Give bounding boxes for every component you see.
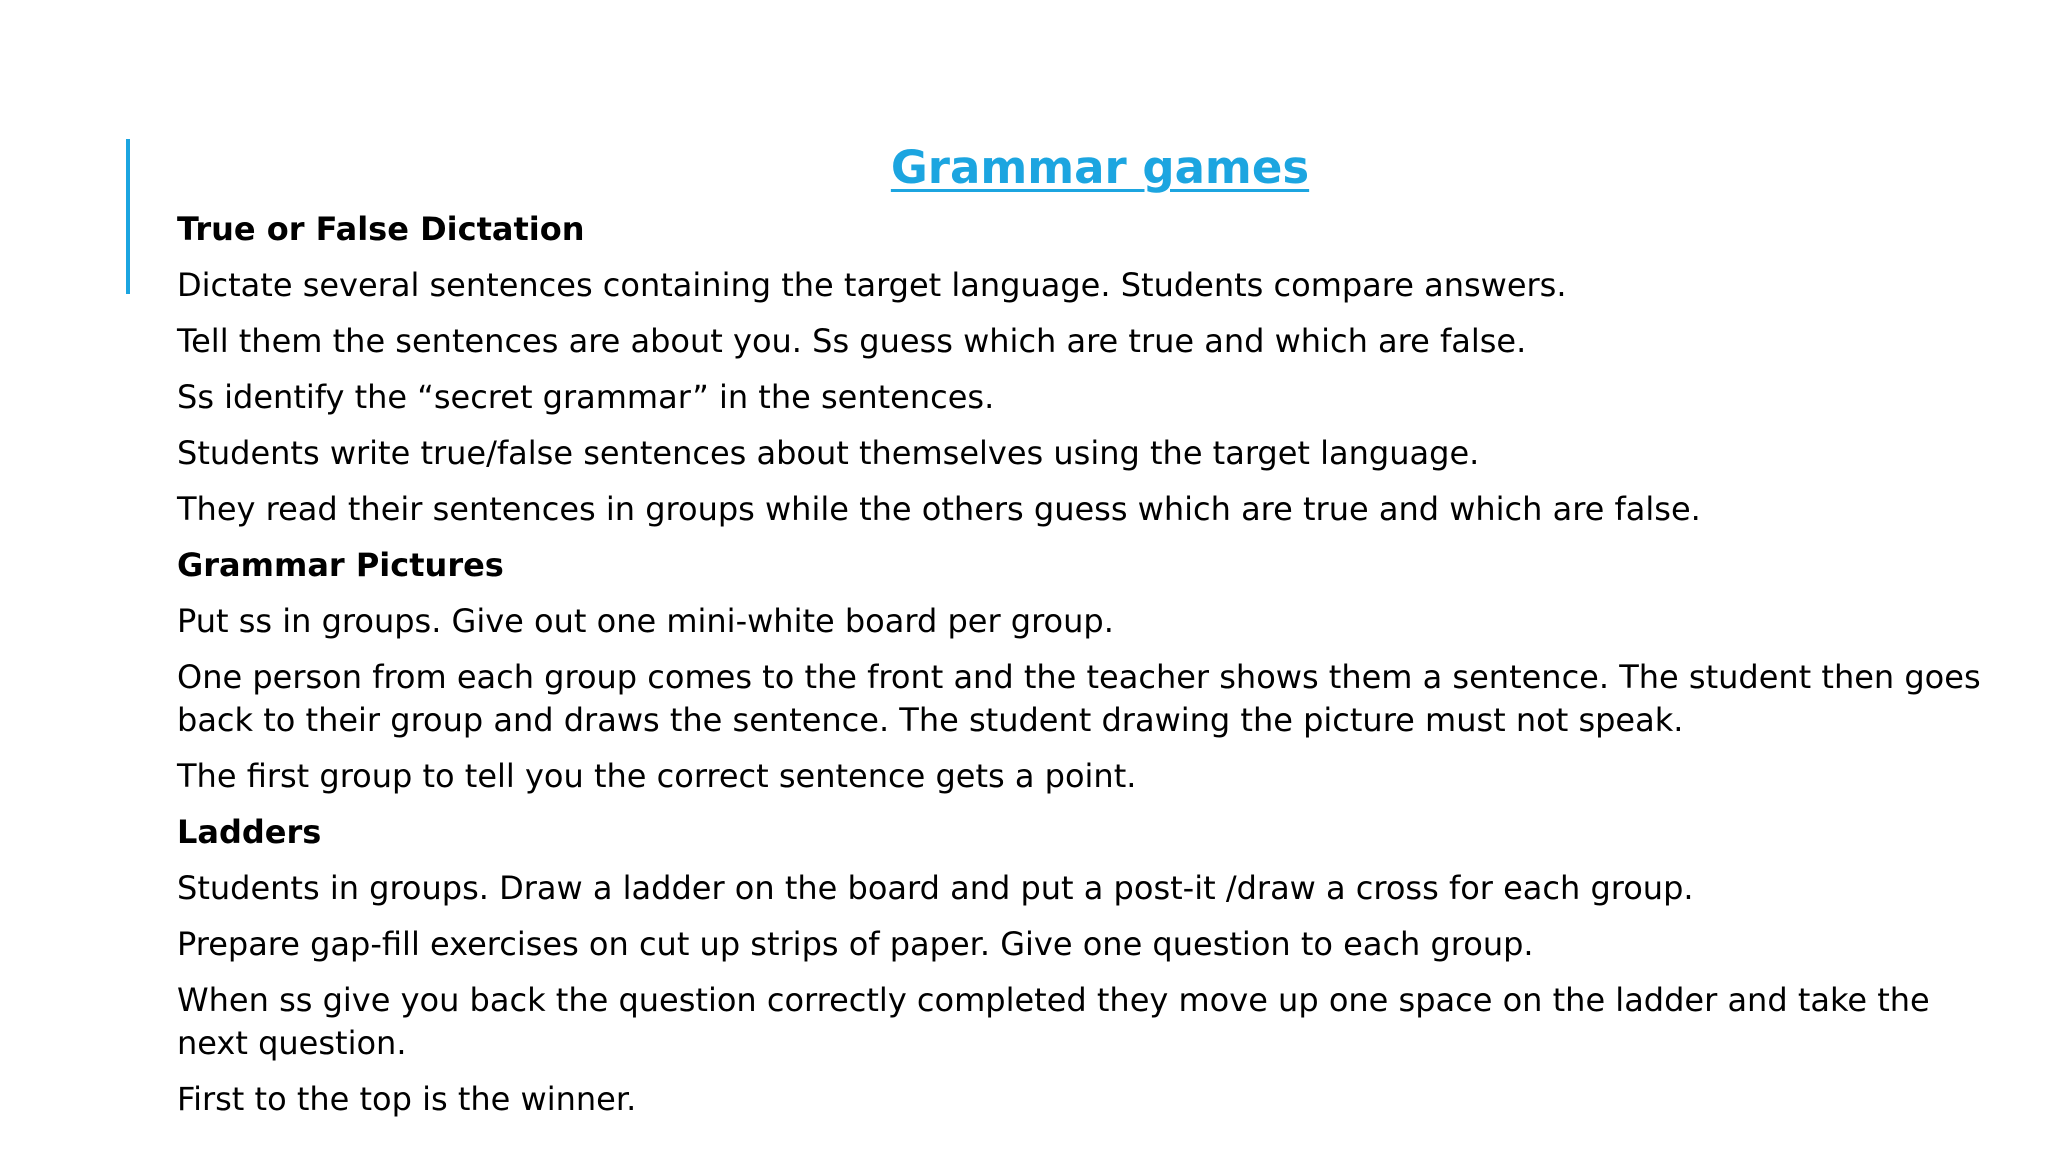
paragraph: When ss give you back the question correctly completed they move up one space on the ladder and take the next question. (177, 981, 1930, 1062)
paragraph: Put ss in groups. Give out one mini-white board per group. (177, 602, 1114, 640)
paragraph: Prepare gap-fill exercises on cut up strips of paper. Give one question to each group. (177, 925, 1534, 963)
paragraph: One person from each group comes to the front and the teacher shows them a sentence. The student then goes back to their group and draws the sentence. The student drawing the picture must not speak. (177, 658, 1981, 739)
slide-content (177, 208, 2007, 1134)
paragraph: The first group to tell you the correct sentence gets a point. (177, 757, 1137, 795)
section-heading-ladders: Ladders (177, 813, 322, 851)
title-accent-bar (126, 139, 130, 294)
paragraph: First to the top is the winner. (177, 1080, 637, 1118)
paragraph: They read their sentences in groups while the others guess which are true and which are false. (177, 490, 1701, 528)
slide-title: Grammar games (890, 141, 1310, 194)
paragraph: Dictate several sentences containing the target language. Students compare answers. (177, 266, 1567, 304)
paragraph: Ss identify the “secret grammar” in the sentences. (177, 378, 995, 416)
paragraph: Students in groups. Draw a ladder on the board and put a post-it /draw a cross for each group. (177, 869, 1694, 907)
paragraph: Students write true/false sentences about themselves using the target language. (177, 434, 1480, 472)
section-heading-true-or-false-dictation: True or False Dictation (177, 210, 585, 248)
paragraph: Tell them the sentences are about you. Ss guess which are true and which are false. (177, 322, 1527, 360)
section-heading-grammar-pictures: Grammar Pictures (177, 546, 504, 584)
